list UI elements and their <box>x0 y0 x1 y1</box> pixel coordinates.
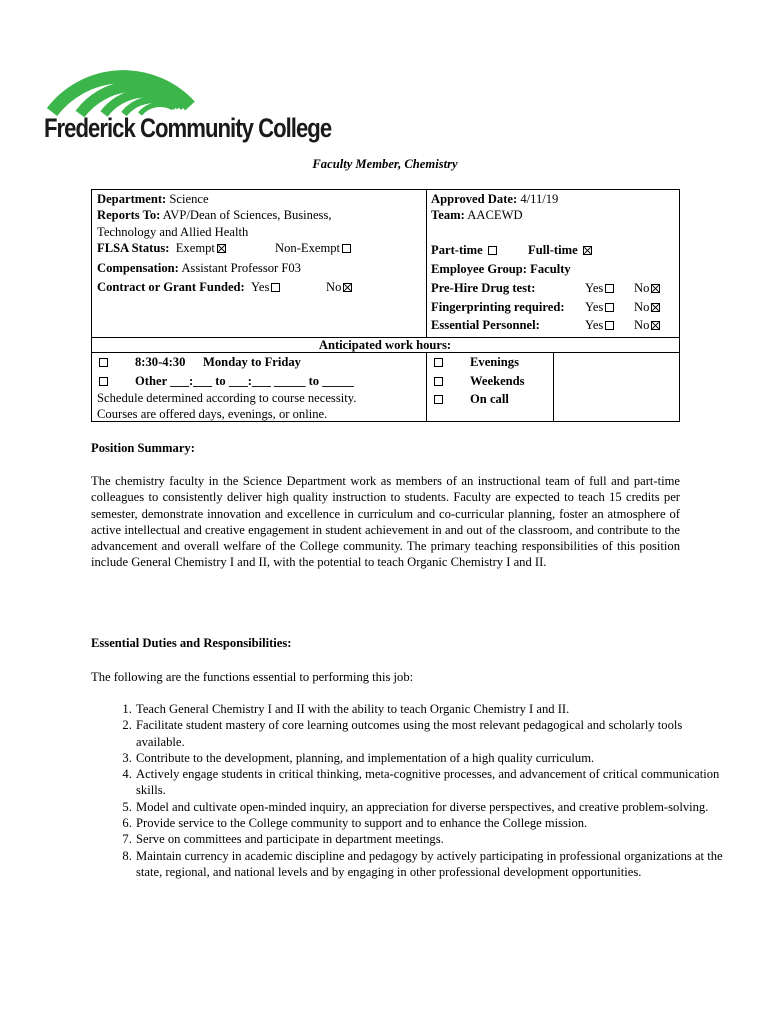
approved-date-row: Approved Date: 4/11/19 <box>431 192 559 206</box>
drug-test-no-checkbox[interactable] <box>651 284 660 293</box>
column-divider <box>426 189 427 337</box>
list-item: 5. Model and cultivate open-minded inquiry, an appreciation for diverse perspectives, and creative problem-solving. <box>135 799 724 815</box>
drug-test-yes-checkbox[interactable] <box>605 284 614 293</box>
college-logo-text: Frederick Community College <box>44 113 332 143</box>
standard-schedule-checkbox[interactable] <box>99 358 108 367</box>
fingerprinting-no-checkbox[interactable] <box>651 303 660 312</box>
list-item: 7. Serve on committees and participate in department meetings. <box>135 831 724 847</box>
list-item: 1. Teach General Chemistry I and II with the ability to teach Organic Chemistry I and II. <box>135 701 724 717</box>
duties-list <box>91 701 724 880</box>
flsa-status-row: FLSA Status: Exempt Non-Exempt <box>97 240 228 256</box>
position-summary-heading: Position Summary: <box>91 441 195 455</box>
list-item: 6. Provide service to the College community to support and to enhance the College mission. <box>135 815 724 831</box>
employee-group-row: Employee Group: Faculty <box>431 262 571 276</box>
reports-to-row: Reports To: AVP/Dean of Sciences, Business, <box>97 208 332 222</box>
fingerprinting-row: Fingerprinting required: Yes No <box>431 299 565 315</box>
team-row: Team: AACEWD <box>431 208 523 222</box>
document-title: Faculty Member, Chemistry <box>312 157 458 171</box>
work-hours-heading: Anticipated work hours: <box>318 338 452 352</box>
essential-personnel-row: Essential Personnel: Yes No <box>431 317 540 333</box>
list-item: 4. Actively engage students in critical thinking, meta-cognitive processes, and advancement of critical communication skills. <box>135 766 724 799</box>
reports-to-row-cont: Technology and Allied Health <box>97 225 249 239</box>
list-item: 2. Facilitate student mastery of core learning outcomes using the most relevant pedagogical and scholarly tools available. <box>135 717 724 750</box>
evenings-checkbox[interactable] <box>434 358 443 367</box>
evenings-row: Evenings <box>432 354 445 370</box>
employment-type-row: Part-time Full-time <box>431 242 499 258</box>
drug-test-row: Pre-Hire Drug test: Yes No <box>431 280 535 296</box>
contract-grant-row: Contract or Grant Funded: Yes No <box>97 279 282 295</box>
contract-yes-checkbox[interactable] <box>271 283 280 292</box>
compensation-row: Compensation: Assistant Professor F03 <box>97 261 301 275</box>
fulltime-checkbox[interactable] <box>583 246 592 255</box>
parttime-checkbox[interactable] <box>488 246 497 255</box>
weekends-row: Weekends <box>432 373 445 389</box>
essential-no-checkbox[interactable] <box>651 321 660 330</box>
schedule-note-1: Schedule determined according to course necessity. <box>97 391 357 405</box>
list-item: 8. Maintain currency in academic discipline and pedagogy by actively participating in professional organizations at the state, regional, and national levels and by engaging in other professional development opportunities. <box>135 848 724 881</box>
nonexempt-checkbox[interactable] <box>342 244 351 253</box>
fingerprinting-yes-checkbox[interactable] <box>605 303 614 312</box>
other-schedule-checkbox[interactable] <box>99 377 108 386</box>
standard-schedule-row: 8:30-4:30 Monday to Friday <box>97 354 110 370</box>
essential-yes-checkbox[interactable] <box>605 321 614 330</box>
column-divider-hours <box>426 352 427 422</box>
position-summary-text: The chemistry faculty in the Science Department work as members of an instructional team of full and part-time colleagues to consistently deliver high quality instruction to students. Faculty are expected to teach 15 credits per semester, demonstrate innovation and excellence in curriculum and co-curricular planning, foster an atmosphere of active intellectual and creative engagement in student achievement in and out of the classroom, and contribute to the advancement and overall welfare of the College community. The primary teaching responsibilities of this position include General Chemistry I and II, with the potential to teach Organic Chemistry I and II. <box>91 474 680 570</box>
duties-heading: Essential Duties and Responsibilities: <box>91 636 292 650</box>
other-schedule-row: Other ___:___ to ___:___ _____ to _____ <box>97 373 110 389</box>
duties-intro: The following are the functions essential to performing this job: <box>91 670 414 684</box>
weekends-checkbox[interactable] <box>434 377 443 386</box>
schedule-note-2: Courses are offered days, evenings, or online. <box>97 407 328 421</box>
oncall-checkbox[interactable] <box>434 395 443 404</box>
exempt-checkbox[interactable] <box>217 244 226 253</box>
department-row: Department: Science <box>97 192 209 206</box>
contract-no-checkbox[interactable] <box>343 283 352 292</box>
list-item: 3. Contribute to the development, planning, and implementation of a high quality curriculum. <box>135 750 724 766</box>
column-divider-hours-right <box>553 352 554 422</box>
oncall-row: On call <box>432 391 445 407</box>
